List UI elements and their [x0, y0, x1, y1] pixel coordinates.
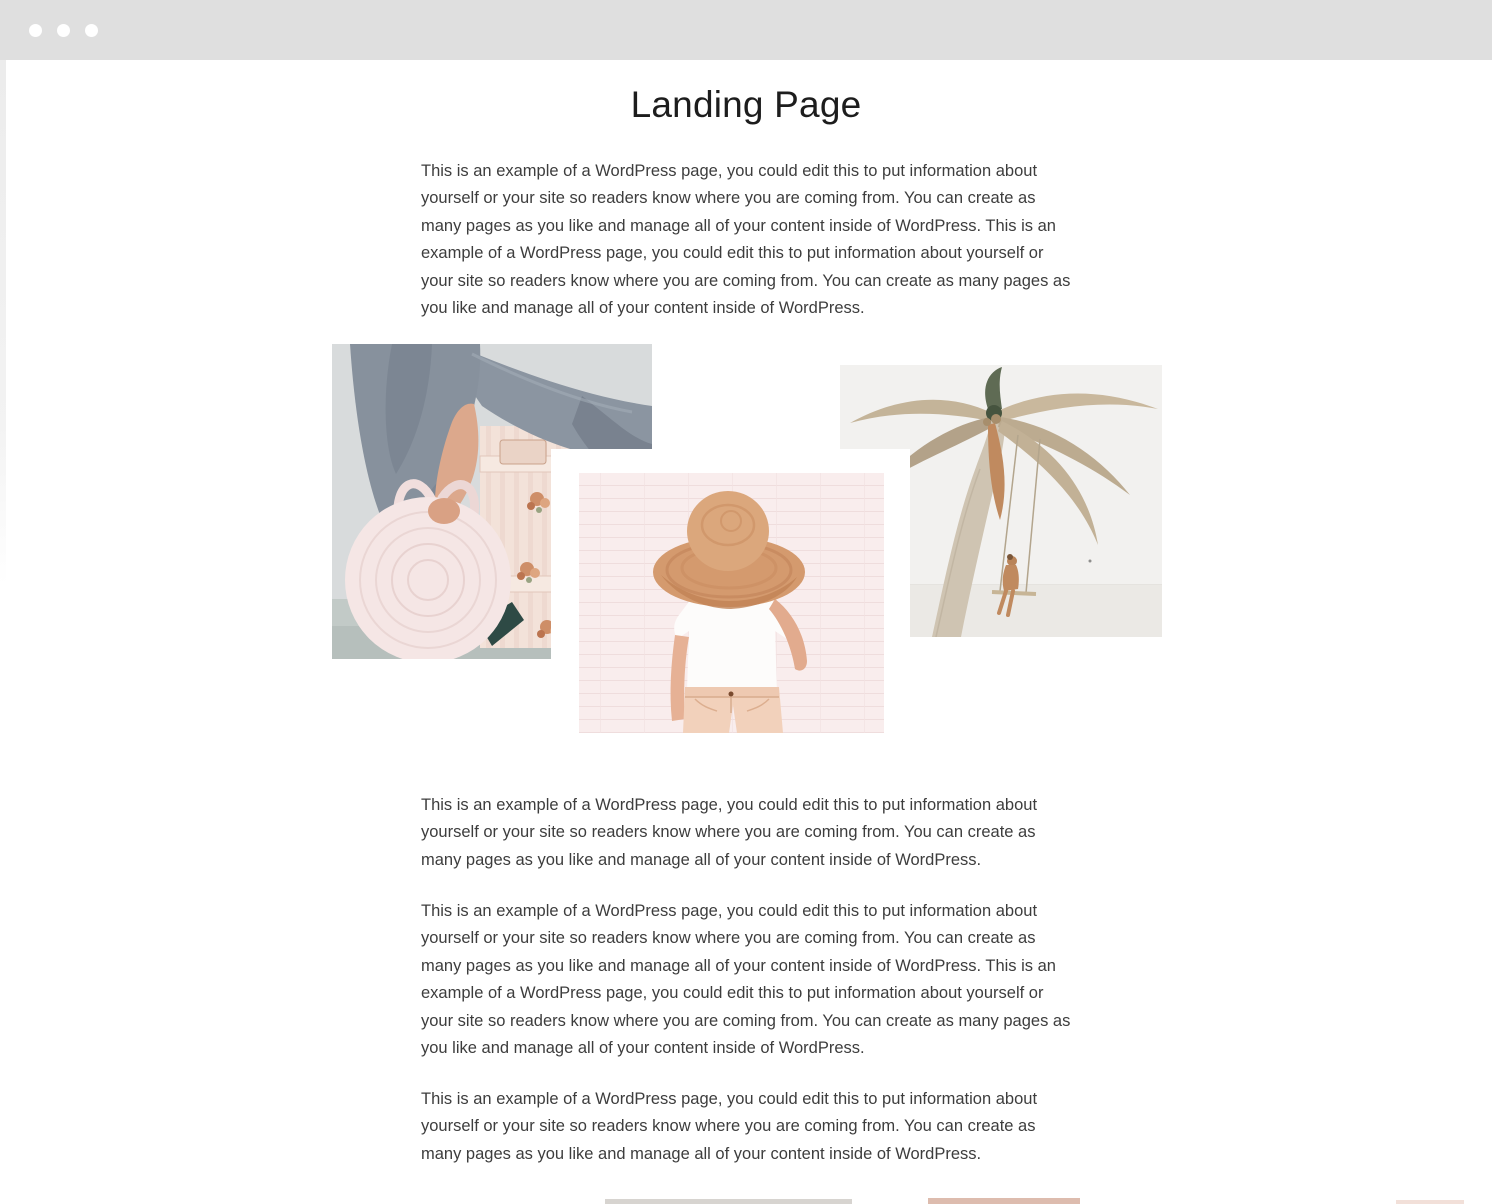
- window-dot-maximize-icon[interactable]: [85, 24, 98, 37]
- body-paragraph: This is an example of a WordPress page, you could edit this to put information about yourself or your site so readers know where you are coming from. You can create as many pages as you like and manage all of your content inside of WordPress.: [421, 1090, 1038, 1163]
- bird-speck: [1089, 560, 1092, 563]
- left-edge-shadow: [0, 60, 6, 585]
- window-dot-minimize-icon[interactable]: [57, 24, 70, 37]
- body-paragraph: This is an example of a WordPress page, you could edit this to put information about yourself or your site so readers know where you are coming from. You can create as many pages as you like and manage all of your content inside of WordPress. This is an example of a WordPress page, you could edit this to put information about yourself or your site so readers know where you are coming from. You can create as many pages as you like and manage all of your content inside of WordPress.: [421, 902, 1071, 1058]
- intro-paragraph: This is an example of a WordPress page, you could edit this to put information about yourself or your site so readers know where you are coming from. You can create as many pages as you like and manage all of your content inside of WordPress. This is an example of a WordPress page, you could edit this to put information about yourself or your site so readers know where you are coming from. You can create as many pages as you like and manage all of your content inside of WordPress.: [421, 162, 1071, 318]
- window-dot-close-icon[interactable]: [29, 24, 42, 37]
- straw-hat-illustration: [579, 473, 884, 733]
- body-paragraph: This is an example of a WordPress page, you could edit this to put information about yourself or your site so readers know where you are coming from. You can create as many pages as you like and manage all of your content inside of WordPress.: [421, 796, 1038, 869]
- next-section-image-peek: [1396, 1200, 1464, 1204]
- browser-titlebar: [0, 0, 1492, 60]
- page-title: Landing Page: [630, 84, 862, 125]
- next-section-image-peek: [605, 1199, 852, 1204]
- image-straw-hat-card: [551, 449, 910, 745]
- next-section-image-peek: [928, 1198, 1080, 1204]
- window-controls: [29, 24, 98, 37]
